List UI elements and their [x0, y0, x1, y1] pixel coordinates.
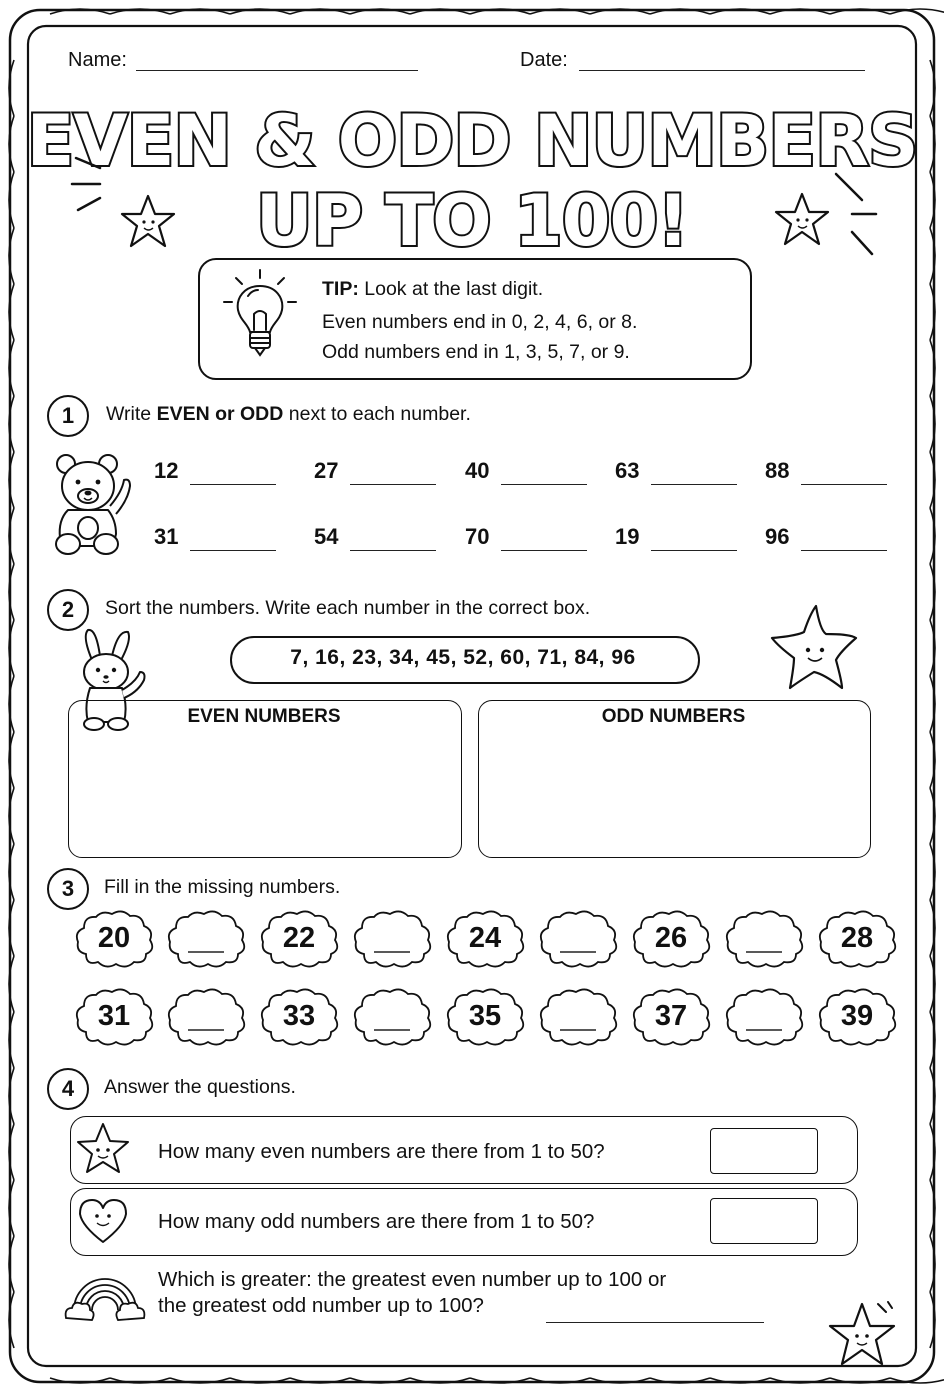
cloud-icon[interactable]	[164, 986, 248, 1050]
odd-numbers-header: ODD NUMBERS	[601, 706, 746, 727]
cloud-icon[interactable]	[722, 986, 806, 1050]
q1-instruction-pre: Write	[106, 403, 157, 425]
q3-number: 35	[468, 1000, 502, 1032]
q1-number: 19	[615, 524, 640, 549]
q3-number: 22	[282, 922, 316, 954]
q1-answer-line[interactable]	[651, 484, 737, 485]
lightbulb-icon	[218, 266, 304, 364]
q3-number: 28	[840, 922, 874, 954]
name-field[interactable]	[136, 70, 418, 71]
answer-line-4c[interactable]	[546, 1322, 764, 1323]
question-1-instruction	[106, 403, 471, 426]
q3-number: 26	[654, 922, 688, 954]
tip-label: TIP:	[322, 278, 359, 300]
right-star-decoration	[772, 160, 892, 280]
question-4b-text: How many odd numbers are there from 1 to 50?	[158, 1210, 595, 1233]
q1-instruction-or: or	[209, 403, 241, 425]
star-icon	[74, 1120, 132, 1178]
cloud-icon[interactable]	[536, 908, 620, 972]
star-icon	[122, 196, 174, 246]
q3-number: 33	[282, 1000, 316, 1032]
q3-number: 24	[468, 922, 502, 954]
q3-number: 20	[97, 922, 131, 954]
question-3-number: 3	[47, 868, 89, 910]
q1-instruction-even: EVEN	[156, 403, 210, 425]
q3-number: 39	[840, 1000, 874, 1032]
q3-number: 31	[97, 1000, 131, 1032]
q1-number: 96	[765, 524, 790, 549]
answer-box-4b[interactable]	[710, 1198, 818, 1244]
question-2-number: 2	[47, 589, 89, 631]
star-icon	[766, 600, 862, 692]
q1-number: 54	[314, 524, 339, 549]
q1-instruction-post: next to each number.	[283, 403, 471, 425]
q1-instruction-odd: ODD	[240, 403, 284, 425]
name-label: Name:	[68, 49, 127, 71]
even-numbers-header: EVEN NUMBERS	[187, 706, 341, 727]
left-star-decoration	[64, 150, 194, 260]
question-4-instruction: Answer the questions.	[104, 1076, 296, 1098]
teddy-bear-icon	[50, 450, 134, 558]
question-4-number: 4	[47, 1068, 89, 1110]
q1-answer-line[interactable]	[350, 484, 436, 485]
cloud-icon[interactable]	[536, 986, 620, 1050]
q1-number: 31	[154, 524, 179, 549]
q1-number: 12	[154, 458, 179, 483]
number-list: 7, 16, 23, 34, 45, 52, 60, 71, 84, 96	[290, 646, 636, 669]
q1-number: 40	[465, 458, 490, 483]
question-4c-line-1: Which is greater: the greatest even number up to 100 or	[158, 1268, 667, 1291]
q1-number: 63	[615, 458, 640, 483]
page-title: EVEN & ODD NUMBERS	[26, 100, 918, 182]
tip-line-3: Odd numbers end in 1, 3, 5, 7, or 9.	[322, 341, 630, 363]
question-1-number: 1	[47, 395, 89, 437]
corner-star-icon	[826, 1298, 906, 1374]
tip-line-1-text: Look at the last digit.	[364, 278, 544, 300]
q1-answer-line[interactable]	[801, 550, 887, 551]
q1-answer-line[interactable]	[190, 550, 276, 551]
cloud-icon[interactable]	[164, 908, 248, 972]
q1-answer-line[interactable]	[190, 484, 276, 485]
date-field[interactable]	[579, 70, 865, 71]
q1-answer-line[interactable]	[501, 484, 587, 485]
q1-number: 70	[465, 524, 490, 549]
q1-answer-line[interactable]	[350, 550, 436, 551]
question-4c-line-2: the greatest odd number up to 100?	[158, 1294, 484, 1317]
cloud-icon[interactable]	[350, 908, 434, 972]
tip-line-1	[322, 278, 543, 301]
page-subtitle: UP TO 100!	[255, 180, 689, 262]
q3-number: 37	[654, 1000, 688, 1032]
answer-box-4a[interactable]	[710, 1128, 818, 1174]
tip-line-2: Even numbers end in 0, 2, 4, 6, or 8.	[322, 311, 638, 333]
rainbow-icon	[62, 1266, 148, 1326]
q1-answer-line[interactable]	[501, 550, 587, 551]
q1-answer-line[interactable]	[801, 484, 887, 485]
question-4a-text: How many even numbers are there from 1 to 50?	[158, 1140, 605, 1163]
heart-icon	[76, 1194, 130, 1248]
q1-number: 88	[765, 458, 790, 483]
cloud-icon[interactable]	[350, 986, 434, 1050]
question-2-instruction: Sort the numbers. Write each number in the correct box.	[105, 597, 591, 619]
q1-answer-line[interactable]	[651, 550, 737, 551]
cloud-icon[interactable]	[722, 908, 806, 972]
q1-number: 27	[314, 458, 339, 483]
question-3-instruction: Fill in the missing numbers.	[104, 876, 341, 898]
star-icon	[776, 194, 828, 244]
date-label: Date:	[520, 49, 568, 71]
